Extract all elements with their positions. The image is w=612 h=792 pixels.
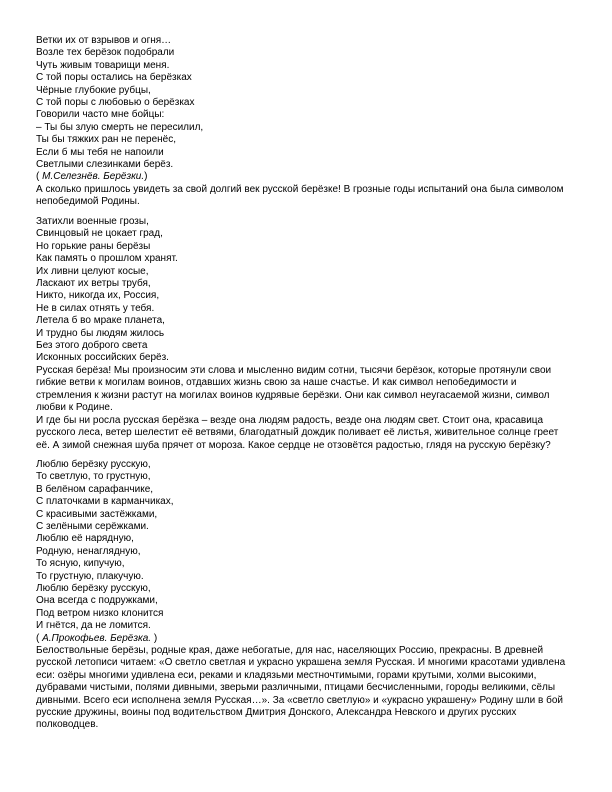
poem-line: Без этого доброго света [36, 340, 148, 351]
citation-open: ( [36, 171, 43, 183]
paragraph-line: гибкие ветви к могилам воинов, отдавших жизнь свою за наше счастье. И как символ непобедимости и [36, 377, 517, 389]
poem-line: С платочками в карманчиках, [36, 496, 174, 508]
paragraph-line: русской летописи читаем: «О светло светлая и украсно украшена земля Русская. И многими красотами удивлена [36, 657, 566, 669]
paragraph-line: А сколько пришлось увидеть за свой долгий век русской берёзке! В грозные годы испытаний она была символом [36, 184, 564, 195]
paragraph-line: русские дружины, воины под водительством Дмитрия Донского, Александра Невского и других русских [36, 707, 517, 718]
paragraph-line: дивными. Всего еси исполнена земля Русская…». За «светло светлую» и «украсно украшену» Родину шли в бой [36, 694, 564, 706]
paragraph-line: Белоствольные берёзы, родные края, даже небогатые, для нас, населяющих Россию, прекрасны. В древней [36, 645, 544, 656]
poem-line: То грустную, плакучую. [36, 570, 144, 582]
poem-line: С зелёными серёжками. [36, 521, 149, 532]
paragraph-line: её. А зимой снежная шуба прячет от мороза. Какое сердце не отзовётся радостью, глядя на русскую берёзку? [36, 439, 551, 451]
poem-line: С той поры с любовью о берёзках [36, 97, 195, 108]
poem-line: Говорили часто мне бойцы: [36, 109, 165, 121]
citation-text: М.Селезнёв. Берёзки. [42, 171, 145, 183]
paragraph-line: дубравами чистыми, полями дивными, зверьми различными, птицами бесчисленными, городы великими, сёлы [36, 682, 556, 694]
poem-line: И гнётся, да не ломится. [36, 620, 151, 632]
citation-close: ) [151, 632, 158, 644]
poem-line: Светлыми слезинками берёз. [36, 159, 174, 170]
poem-line: Свинцовый не цокает град, [36, 228, 163, 240]
poem-line: С красивыми застёжками, [36, 508, 158, 520]
poem-line: Как память о прошлом хранят. [36, 253, 178, 265]
poem-line: То ясную, кипучую, [36, 558, 125, 570]
poem-citation [36, 633, 157, 645]
citation-text: А.Прокофьев. Берёзка. [42, 632, 152, 644]
paragraph-line: непобедимой Родины. [36, 196, 140, 208]
paragraph-line: стремления к жизни растут на могилах воинов кудрявые берёзки. Они как символ неугасаемой жизни, символ [36, 389, 550, 401]
poem-line: Но горькие раны берёзы [36, 240, 151, 252]
poem-line: Чуть живым товарищи меня. [36, 59, 170, 71]
poem-line: Под ветром низко клонится [36, 607, 164, 619]
poem-line: Никто, никогда их, Россия, [36, 290, 160, 302]
poem-line: В белёном сарафанчике, [36, 483, 154, 495]
poem-line: Не в силах отнять у тебя. [36, 302, 155, 314]
paragraph-line: русского леса, ветер шелестит её ветвями, благодатный дождик поливает её листья, живительное солнце греет [36, 427, 559, 439]
poem-line: Если б мы тебя не напоили [36, 146, 164, 158]
citation-close: ) [144, 171, 148, 183]
paragraph-line: еси: озёры многими удивлена еси, реками и кладязьми местночтимыми, горами крутыми, холми высокими, [36, 669, 537, 681]
poem-line: Ласкают их ветры трубя, [36, 278, 151, 289]
paragraph-line: любви к Родине. [36, 402, 113, 413]
poem-citation [36, 171, 148, 183]
poem-line: Люблю её нарядную, [36, 533, 134, 545]
poem-line: То светлую, то грустную, [36, 471, 151, 483]
poem-line: Чёрные глубокие рубцы, [36, 84, 151, 96]
citation-open: ( [36, 632, 43, 644]
poem-line: Затихли военные грозы, [36, 216, 149, 227]
poem-line: Исконных российских берёз. [36, 352, 169, 364]
poem-line: И трудно бы людям жилось [36, 327, 165, 339]
poem-line: Летела б во мраке планета, [36, 315, 165, 327]
poem-line: – Ты бы злую смерть не пересилил, [36, 121, 204, 133]
poem-line: С той поры остались на берёзках [36, 72, 192, 84]
paragraph-line: И где бы ни росла русская берёзка – везде она людям радость, везде она людям свет. Стоит она, красавица [36, 415, 544, 426]
poem-line: Люблю берёзку русскую, [36, 583, 151, 594]
poem-line: Люблю берёзку русскую, [36, 459, 151, 470]
paragraph-line: Русская берёза! Мы произносим эти слова и мысленно видим сотни, тысячи берёзок, которые протянули свои [36, 364, 552, 376]
paragraph-line: полководцев. [36, 719, 99, 731]
poem-line: Она всегда с подружками, [36, 595, 158, 607]
poem-line: Родную, ненаглядную, [36, 545, 141, 557]
poem-line: Ты бы тяжких ран не перенёс, [36, 134, 176, 146]
poem-line: Их ливни целуют косые, [36, 265, 149, 277]
poem-line: Ветки их от взрывов и огня… [36, 35, 172, 46]
poem-line: Возле тех берёзок подобрали [36, 47, 175, 59]
